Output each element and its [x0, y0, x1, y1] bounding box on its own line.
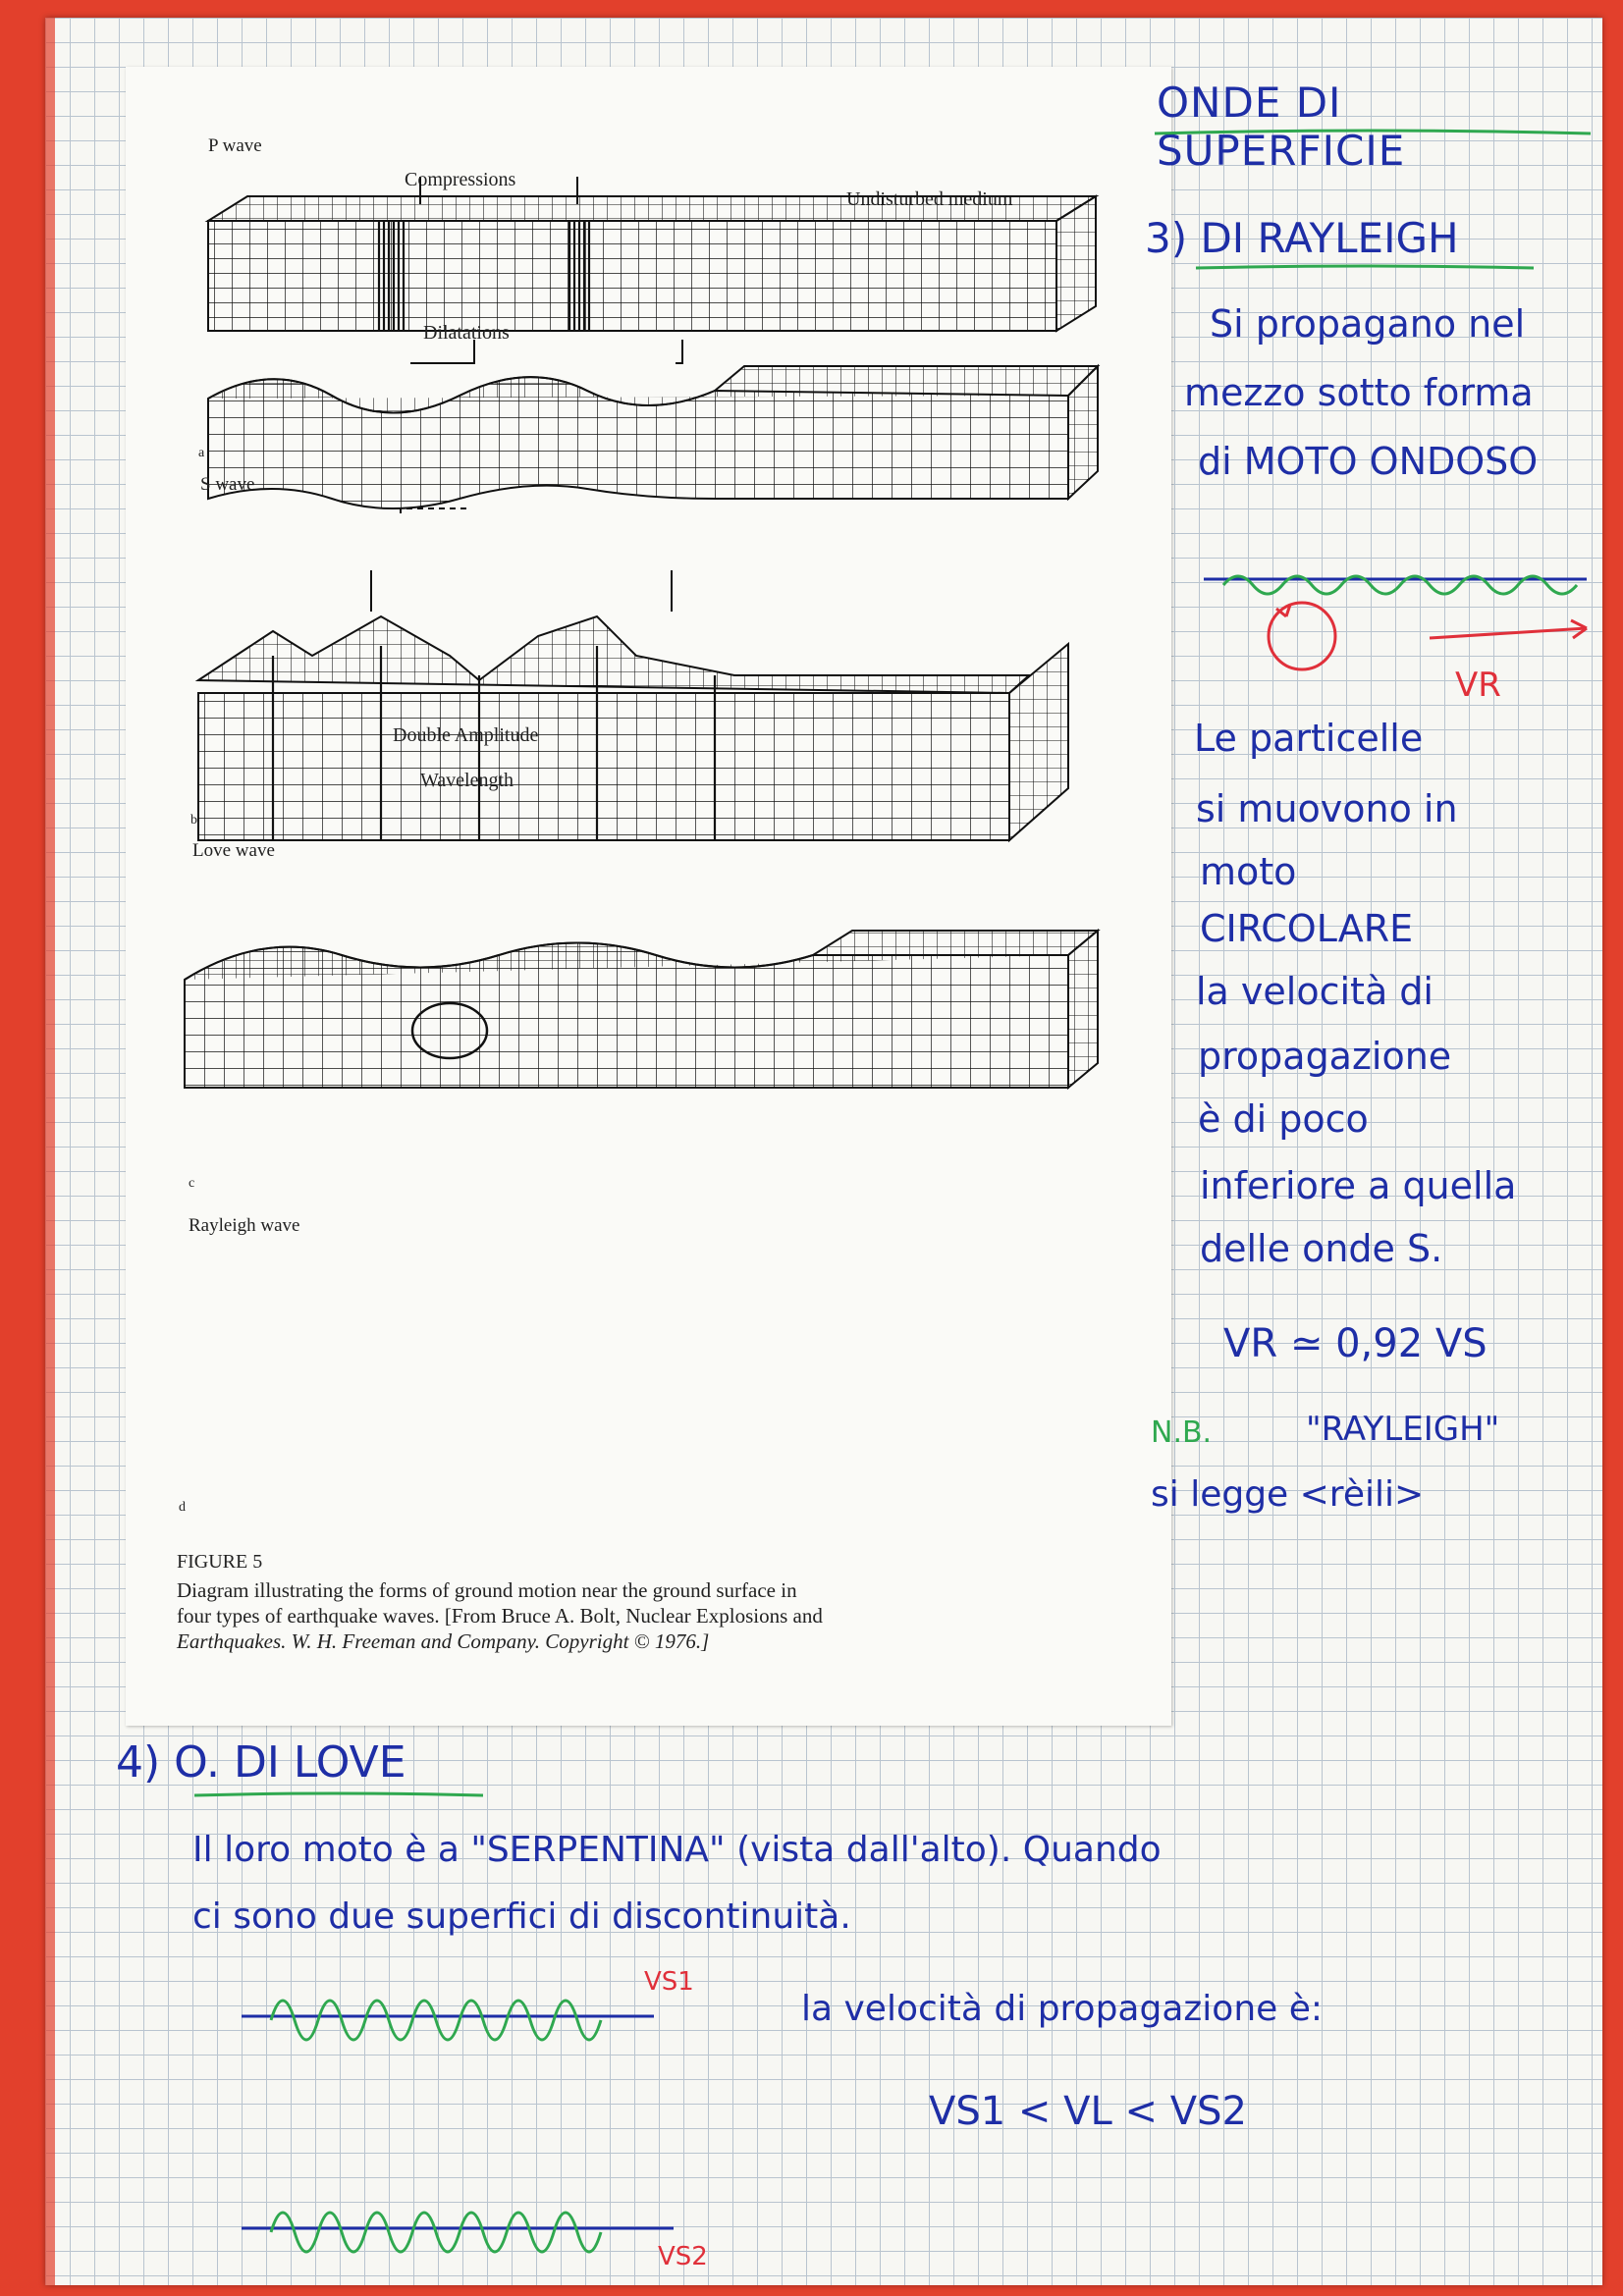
rayleigh-formula: VR ≃ 0,92 VS: [1223, 1321, 1488, 1366]
rayleigh-body-line4: CIRCOLARE: [1200, 907, 1414, 950]
s-wave-title: S wave: [200, 474, 255, 495]
rayleigh-intro-line1: Si propagano nel: [1210, 302, 1526, 346]
figure-caption-line2: four types of earthquake waves. [From Bruce A. Bolt, Nuclear Explosions and: [177, 1604, 823, 1628]
wave-diagrams: [126, 67, 1171, 1726]
rayleigh-title-underline: [1194, 263, 1538, 273]
heading-underline: [1153, 128, 1595, 137]
p-wave-block: [208, 177, 1096, 363]
rayleigh-body-line8: inferiore a quella: [1200, 1164, 1517, 1207]
love-text-line1: Il loro moto è a "SERPENTINA" (vista dall'alto). Quando: [192, 1830, 1162, 1870]
rayleigh-body-line6: propagazione: [1198, 1035, 1452, 1078]
panel-a-letter: a: [198, 446, 205, 460]
nb-label: N.B.: [1151, 1415, 1213, 1450]
panel-c-letter: c: [189, 1176, 195, 1191]
panel-d-letter: d: [179, 1500, 186, 1515]
figure-caption-line1: Diagram illustrating the forms of ground motion near the ground surface in: [177, 1578, 797, 1602]
love-text-line2: ci sono due superfici di discontinuità.: [192, 1896, 851, 1937]
vr-label: VR: [1455, 666, 1501, 705]
textbook-clipping: [126, 67, 1171, 1726]
p-wave-title: P wave: [208, 135, 262, 156]
rayleigh-body-line3: moto: [1200, 850, 1297, 893]
rayleigh-body-line5: la velocità di: [1196, 970, 1434, 1013]
notes-heading: ONDE DI SUPERFICIE: [1157, 79, 1406, 175]
rayleigh-body-line7: è di poco: [1198, 1097, 1369, 1141]
rayleigh-body-line1: Le particelle: [1194, 717, 1424, 760]
love-formula: VS1 < VL < VS2: [929, 2089, 1247, 2134]
figure-caption-line3: Earthquakes. W. H. Freeman and Company. Copyright © 1976.]: [177, 1629, 710, 1653]
s-wave-block: [208, 366, 1098, 612]
figure-label: FIGURE 5: [177, 1551, 263, 1573]
rayleigh-body-line2: si muovono in: [1196, 787, 1458, 830]
love-wave-title: Love wave: [192, 840, 275, 861]
rayleigh-intro-line3: di MOTO ONDOSO: [1198, 440, 1539, 483]
compressions-label: Compressions: [405, 169, 516, 190]
notebook-page: [45, 18, 1602, 2285]
love-speed-text: la velocità di propagazione è:: [801, 1989, 1324, 2029]
love-title-underline: [192, 1790, 487, 1800]
rayleigh-title: 3) DI RAYLEIGH: [1145, 214, 1459, 262]
nb-text-line2: si legge <rèili>: [1151, 1474, 1425, 1515]
page-margin: [45, 18, 55, 2285]
nb-text: "RAYLEIGH": [1306, 1410, 1500, 1449]
double-amplitude-label: Double Amplitude: [393, 724, 539, 746]
rayleigh-wave-title: Rayleigh wave: [189, 1215, 300, 1236]
rayleigh-wave-block: [185, 931, 1098, 1088]
love-wave-block: [198, 616, 1068, 840]
love-title: 4) O. DI LOVE: [116, 1737, 406, 1788]
rayleigh-body-line9: delle onde S.: [1200, 1227, 1443, 1270]
dilatations-label: Dilatations: [423, 322, 510, 344]
vs1-label: VS1: [644, 1967, 694, 1997]
vs2-label: VS2: [658, 2242, 708, 2271]
panel-b-letter: b: [190, 813, 197, 828]
rayleigh-intro-line2: mezzo sotto forma: [1184, 371, 1534, 414]
rayleigh-sketch: [1204, 548, 1616, 695]
wavelength-label: Wavelength: [420, 770, 514, 791]
